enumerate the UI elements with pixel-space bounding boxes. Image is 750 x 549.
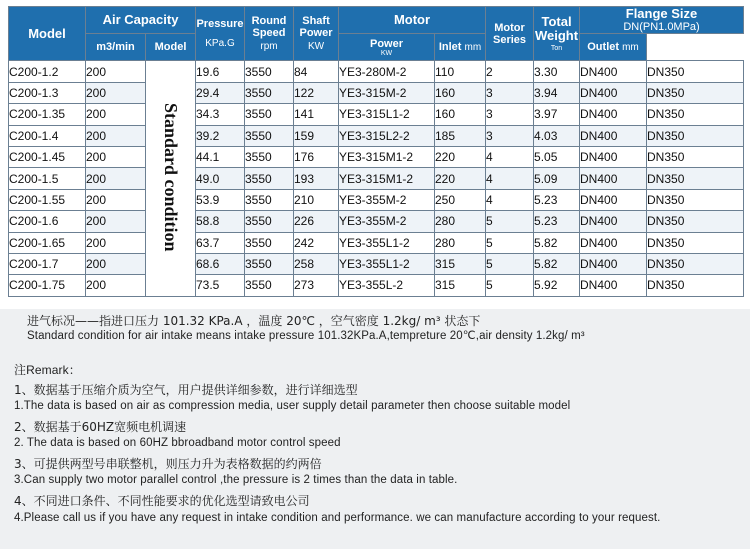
header-inlet: [435, 34, 486, 61]
cell-speed: 3550: [245, 189, 294, 210]
cell-series: 3: [486, 82, 534, 103]
cell-series: 5: [486, 253, 534, 274]
cell-model: C200-1.2: [9, 61, 86, 82]
header-model: Model: [9, 7, 86, 61]
cell-weight: 5.82: [534, 232, 580, 253]
header-air-capacity-unit: m3/min: [86, 34, 146, 61]
cell-inlet: DN400: [580, 232, 647, 253]
table-row: [9, 275, 744, 296]
cell-capacity: 200: [86, 82, 146, 103]
cell-pressure: 29.4: [196, 82, 245, 103]
header-pressure: [196, 7, 245, 61]
cell-series: 2: [486, 61, 534, 82]
cell-outlet: DN350: [647, 146, 744, 167]
cell-motor-model: YE3-355M-2: [339, 211, 435, 232]
header-total-weight: [534, 7, 580, 61]
cell-model: C200-1.35: [9, 104, 86, 125]
cell-pressure: 58.8: [196, 211, 245, 232]
cell-outlet: DN350: [647, 104, 744, 125]
cell-outlet: DN350: [647, 61, 744, 82]
table-row: [9, 211, 744, 232]
table-row: [9, 104, 744, 125]
cell-inlet: DN400: [580, 61, 647, 82]
cell-inlet: DN400: [580, 104, 647, 125]
cell-capacity: 200: [86, 104, 146, 125]
header-pressure-label: Pressure: [196, 18, 244, 31]
cell-inlet: DN400: [580, 125, 647, 146]
cell-inlet: DN400: [580, 189, 647, 210]
cell-power: 220: [435, 168, 486, 189]
standard-condition-label: Standard condition: [160, 102, 181, 252]
cell-outlet: DN350: [647, 125, 744, 146]
cell-pressure: 68.6: [196, 253, 245, 274]
cell-series: 5: [486, 232, 534, 253]
cell-weight: 3.94: [534, 82, 580, 103]
cell-pressure: 19.6: [196, 61, 245, 82]
cell-motor-model: YE3-315L1-2: [339, 104, 435, 125]
cell-speed: 3550: [245, 125, 294, 146]
header-air-capacity: Air Capacity: [86, 7, 196, 34]
remark-3-cn: 3、可提供两型号串联整机，则压力升为表格数据的约两倍: [14, 457, 322, 471]
cell-inlet: DN400: [580, 82, 647, 103]
cell-power: 280: [435, 232, 486, 253]
cell-series: 4: [486, 189, 534, 210]
cell-shaft: 122: [294, 82, 339, 103]
cell-model: C200-1.4: [9, 125, 86, 146]
cell-shaft: 141: [294, 104, 339, 125]
spec-table-container: [8, 6, 743, 297]
cell-capacity: 200: [86, 189, 146, 210]
cell-speed: 3550: [245, 146, 294, 167]
spec-table-body: [9, 61, 744, 296]
cell-power: 280: [435, 211, 486, 232]
table-row: [9, 168, 744, 189]
header-total-weight-label: Total Weight: [534, 13, 579, 43]
cell-model: C200-1.5: [9, 168, 86, 189]
header-round-speed-unit: rpm: [260, 41, 278, 53]
cell-speed: 3550: [245, 232, 294, 253]
cell-shaft: 176: [294, 146, 339, 167]
cell-model: C200-1.75: [9, 275, 86, 296]
cell-series: 4: [486, 146, 534, 167]
cell-outlet: DN350: [647, 189, 744, 210]
remark-2-cn: 2、数据基于60HZ宽频电机调速: [14, 420, 187, 434]
cell-shaft: 242: [294, 232, 339, 253]
table-row: [9, 146, 744, 167]
header-flange-size: [580, 7, 744, 34]
cell-outlet: DN350: [647, 211, 744, 232]
cell-power: 315: [435, 275, 486, 296]
cell-weight: 5.23: [534, 189, 580, 210]
cell-shaft: 84: [294, 61, 339, 82]
cell-weight: 5.23: [534, 211, 580, 232]
cell-pressure: 73.5: [196, 275, 245, 296]
cell-weight: 5.09: [534, 168, 580, 189]
header-motor-model: Model: [146, 34, 196, 61]
cell-outlet: DN350: [647, 168, 744, 189]
cell-pressure: 63.7: [196, 232, 245, 253]
cell-pressure: 39.2: [196, 125, 245, 146]
cell-model: C200-1.3: [9, 82, 86, 103]
header-motor-power-unit: KW: [380, 49, 393, 57]
cell-shaft: 258: [294, 253, 339, 274]
cell-motor-model: YE3-315M1-2: [339, 168, 435, 189]
cell-model: C200-1.65: [9, 232, 86, 253]
header-shaft-power-unit: KW: [307, 41, 325, 53]
header-outlet: [580, 34, 647, 61]
cell-model: C200-1.6: [9, 211, 86, 232]
header-outlet-label: Outlet: [587, 41, 620, 54]
cell-weight: 5.82: [534, 253, 580, 274]
cell-motor-model: YE3-355M-2: [339, 189, 435, 210]
header-pressure-unit: KPa.G: [205, 38, 235, 50]
header-flange-size-label: Flange Size: [625, 6, 698, 21]
remark-4-cn: 4、不同进口条件、不同性能要求的优化选型请致电公司: [14, 494, 310, 508]
cell-inlet: DN400: [580, 168, 647, 189]
cell-weight: 3.97: [534, 104, 580, 125]
remark-1-cn: 1、数据基于压缩介质为空气，用户提供详细参数，进行详细选型: [14, 383, 358, 397]
header-inlet-unit: mm: [464, 42, 482, 54]
table-row: [9, 82, 744, 103]
cell-speed: 3550: [245, 211, 294, 232]
header-total-weight-unit: Ton: [550, 45, 563, 53]
cell-motor-model: YE3-355L-2: [339, 275, 435, 296]
cell-inlet: DN400: [580, 253, 647, 274]
cell-speed: 3550: [245, 61, 294, 82]
cell-pressure: 44.1: [196, 146, 245, 167]
header-motor: Motor: [339, 7, 486, 34]
cell-power: 220: [435, 146, 486, 167]
table-row: [9, 61, 744, 82]
cell-series: 3: [486, 125, 534, 146]
note-intake-cn: 进气标况——指进口压力 101.32 KPa.A ，温度 20℃ ，空气密度 1.2kg/ m³ 状态下: [27, 314, 481, 328]
cell-model: C200-1.7: [9, 253, 86, 274]
cell-power: 250: [435, 189, 486, 210]
remark-title: 注Remark：: [14, 363, 81, 377]
cell-outlet: DN350: [647, 232, 744, 253]
cell-outlet: DN350: [647, 253, 744, 274]
cell-capacity: 200: [86, 253, 146, 274]
cell-model: C200-1.55: [9, 189, 86, 210]
cell-motor-model: YE3-280M-2: [339, 61, 435, 82]
cell-speed: 3550: [245, 168, 294, 189]
cell-weight: 3.30: [534, 61, 580, 82]
cell-series: 5: [486, 211, 534, 232]
table-row: [9, 253, 744, 274]
remark-4-en: 4.Please call us if you have any request in intake condition and performance. we can manufacture according to your request.: [14, 512, 661, 524]
cell-shaft: 210: [294, 189, 339, 210]
cell-capacity: 200: [86, 211, 146, 232]
cell-shaft: 226: [294, 211, 339, 232]
cell-capacity: 200: [86, 168, 146, 189]
header-motor-power-label: Power: [369, 37, 403, 50]
cell-series: 4: [486, 168, 534, 189]
header-motor-series: Motor Series: [486, 7, 534, 61]
remark-2-en: 2. The data is based on 60HZ bbroadband motor control speed: [14, 437, 341, 449]
cell-pressure: 53.9: [196, 189, 245, 210]
note-intake-en: Standard condition for air intake means intake pressure 101.32KPa.A,tempreture 20℃,air density 1.2kg/ m³: [27, 330, 585, 342]
cell-model: C200-1.45: [9, 146, 86, 167]
cell-outlet: DN350: [647, 275, 744, 296]
cell-motor-model: YE3-355L1-2: [339, 253, 435, 274]
cell-power: 160: [435, 82, 486, 103]
cell-capacity: 200: [86, 61, 146, 82]
cell-speed: 3550: [245, 82, 294, 103]
cell-motor-model: YE3-315M1-2: [339, 146, 435, 167]
header-motor-power: [339, 34, 435, 61]
header-round-speed-label: Round Speed: [251, 15, 287, 40]
header-round-speed: [245, 7, 294, 61]
header-flange-pn: DN(PN1.0MPa): [623, 21, 700, 34]
cell-pressure: 49.0: [196, 168, 245, 189]
cell-series: 5: [486, 275, 534, 296]
remark-1-en: 1.The data is based on air as compression media, user supply detail parameter then choose suitable model: [14, 400, 571, 412]
cell-power: 110: [435, 61, 486, 82]
cell-speed: 3550: [245, 104, 294, 125]
cell-pressure: 34.3: [196, 104, 245, 125]
cell-speed: 3550: [245, 253, 294, 274]
header-shaft-power: [294, 7, 339, 61]
cell-motor-model: YE3-315L2-2: [339, 125, 435, 146]
cell-inlet: DN400: [580, 146, 647, 167]
cell-power: 160: [435, 104, 486, 125]
table-row: [9, 125, 744, 146]
cell-weight: 5.92: [534, 275, 580, 296]
cell-motor-model: YE3-355L1-2: [339, 232, 435, 253]
cell-capacity: 200: [86, 146, 146, 167]
header-shaft-power-label: Shaft Power: [299, 15, 333, 40]
cell-inlet: DN400: [580, 275, 647, 296]
cell-shaft: 193: [294, 168, 339, 189]
header-outlet-unit: mm: [622, 42, 639, 54]
cell-capacity: 200: [86, 275, 146, 296]
standard-condition-cell: [146, 61, 196, 296]
cell-speed: 3550: [245, 275, 294, 296]
cell-capacity: 200: [86, 232, 146, 253]
cell-power: 185: [435, 125, 486, 146]
table-row: [9, 189, 744, 210]
cell-shaft: 159: [294, 125, 339, 146]
remark-3-en: 3.Can supply two motor parallel control ,the pressure is 2 times than the data in table.: [14, 474, 458, 486]
table-row: [9, 232, 744, 253]
cell-outlet: DN350: [647, 82, 744, 103]
cell-series: 3: [486, 104, 534, 125]
cell-motor-model: YE3-315M-2: [339, 82, 435, 103]
spec-table: [8, 6, 744, 297]
cell-power: 315: [435, 253, 486, 274]
cell-inlet: DN400: [580, 211, 647, 232]
cell-capacity: 200: [86, 125, 146, 146]
cell-shaft: 273: [294, 275, 339, 296]
cell-weight: 5.05: [534, 146, 580, 167]
header-inlet-label: Inlet: [438, 41, 462, 54]
cell-weight: 4.03: [534, 125, 580, 146]
